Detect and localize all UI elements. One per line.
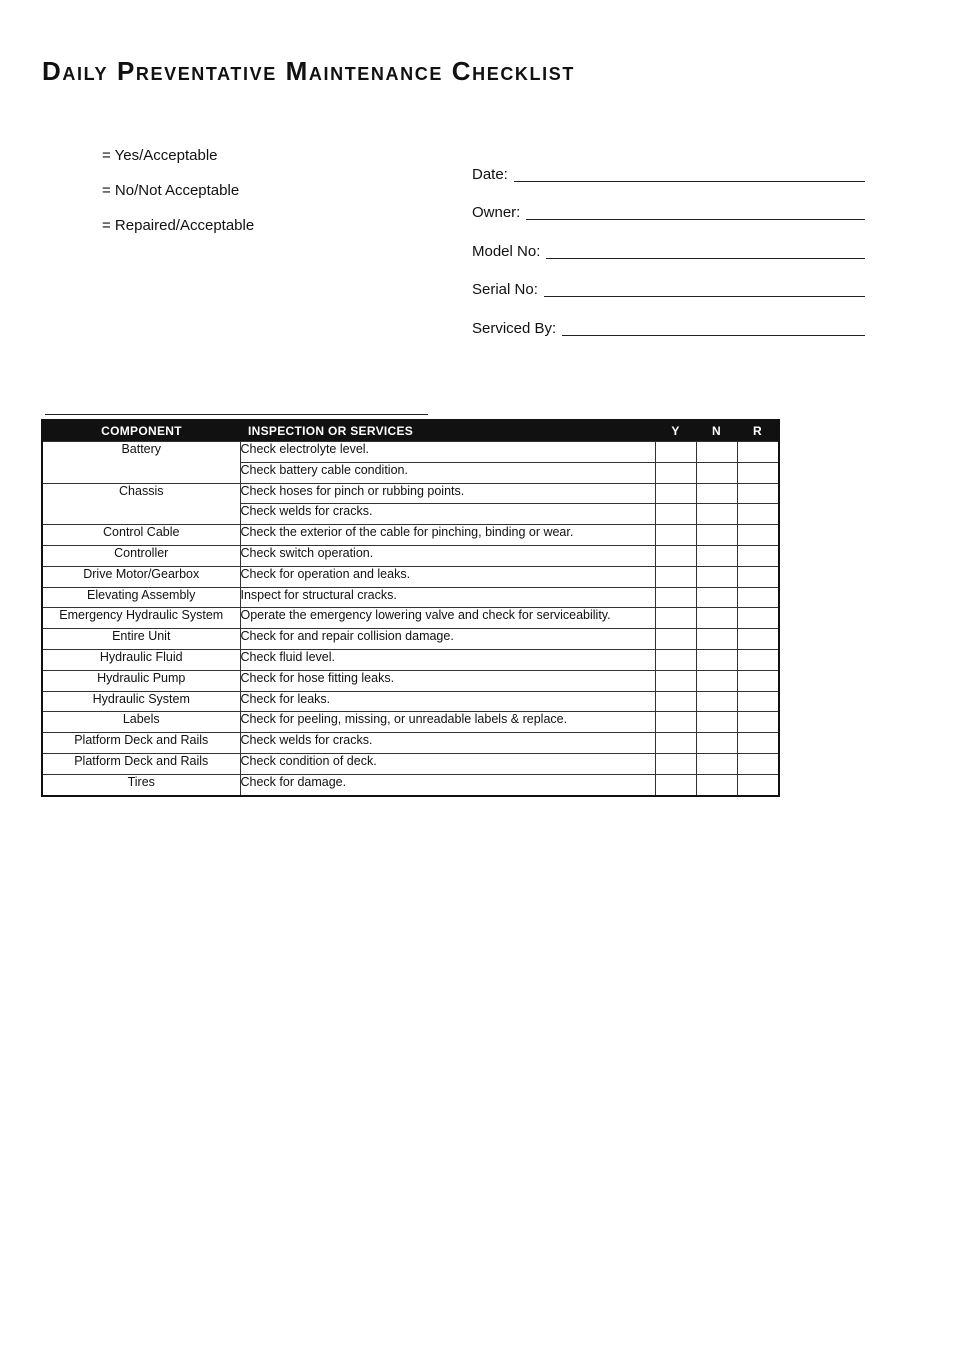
inspection-cell: Check welds for cracks. <box>240 504 655 525</box>
inspection-cell: Check welds for cracks. <box>240 733 655 754</box>
check-cell-y[interactable] <box>655 504 696 525</box>
serviced-by-field[interactable] <box>472 300 865 339</box>
component-cell: Platform Deck and Rails <box>42 733 240 754</box>
check-cell-y[interactable] <box>655 525 696 546</box>
table-row <box>42 691 779 712</box>
check-cell-n[interactable] <box>696 566 737 587</box>
check-cell-y[interactable] <box>655 629 696 650</box>
check-cell-n[interactable] <box>696 649 737 670</box>
check-cell-y[interactable] <box>655 608 696 629</box>
check-cell-r[interactable] <box>737 525 779 546</box>
inspection-cell: Check for hose fitting leaks. <box>240 670 655 691</box>
table-row <box>42 587 779 608</box>
inspection-cell: Check for and repair collision damage. <box>240 629 655 650</box>
legend-no: = No/Not Acceptable <box>102 182 240 199</box>
table-row <box>42 545 779 566</box>
inspection-cell: Check electrolyte level. <box>240 442 655 463</box>
owner-line[interactable] <box>526 201 865 220</box>
check-cell-r[interactable] <box>737 774 779 795</box>
inspection-cell: Check battery cable condition. <box>240 462 655 483</box>
check-cell-r[interactable] <box>737 712 779 733</box>
check-cell-n[interactable] <box>696 504 737 525</box>
check-cell-y[interactable] <box>655 483 696 504</box>
header-inspection: INSPECTION OR SERVICES <box>240 420 655 442</box>
model-no-line[interactable] <box>546 240 865 259</box>
owner-field[interactable] <box>472 185 865 224</box>
table-header-row <box>42 420 779 442</box>
check-cell-r[interactable] <box>737 649 779 670</box>
component-cell: Battery <box>42 442 240 484</box>
table-row <box>42 733 779 754</box>
inspection-cell: Check fluid level. <box>240 649 655 670</box>
component-cell: Labels <box>42 712 240 733</box>
component-cell: Platform Deck and Rails <box>42 753 240 774</box>
inspection-cell: Check for peeling, missing, or unreadable labels & replace. <box>240 712 655 733</box>
check-cell-r[interactable] <box>737 670 779 691</box>
inspection-cell: Check for operation and leaks. <box>240 566 655 587</box>
table-row <box>42 712 779 733</box>
table-row <box>42 774 779 795</box>
check-cell-r[interactable] <box>737 462 779 483</box>
check-cell-n[interactable] <box>696 525 737 546</box>
table-row <box>42 442 779 463</box>
check-cell-n[interactable] <box>696 629 737 650</box>
check-cell-n[interactable] <box>696 545 737 566</box>
header-component: COMPONENT <box>42 420 240 442</box>
check-cell-r[interactable] <box>737 483 779 504</box>
check-cell-r[interactable] <box>737 587 779 608</box>
check-cell-n[interactable] <box>696 774 737 795</box>
serviced-by-label: Serviced By: <box>472 319 557 337</box>
check-cell-y[interactable] <box>655 587 696 608</box>
model-no-field[interactable] <box>472 223 865 262</box>
check-cell-n[interactable] <box>696 753 737 774</box>
serial-no-field[interactable] <box>472 262 865 301</box>
table-row <box>42 649 779 670</box>
date-line[interactable] <box>514 163 865 182</box>
table-row <box>42 753 779 774</box>
table-row <box>42 608 779 629</box>
component-cell: Elevating Assembly <box>42 587 240 608</box>
component-cell: Chassis <box>42 483 240 525</box>
check-cell-y[interactable] <box>655 545 696 566</box>
inspection-cell: Inspect for structural cracks. <box>240 587 655 608</box>
check-cell-n[interactable] <box>696 670 737 691</box>
model-no-label: Model No: <box>472 242 541 260</box>
check-cell-r[interactable] <box>737 733 779 754</box>
component-cell: Control Cable <box>42 525 240 546</box>
date-field[interactable] <box>472 146 865 185</box>
check-cell-y[interactable] <box>655 566 696 587</box>
serviced-by-line[interactable] <box>562 317 865 336</box>
check-cell-y[interactable] <box>655 649 696 670</box>
component-cell: Emergency Hydraulic System <box>42 608 240 629</box>
check-cell-r[interactable] <box>737 545 779 566</box>
owner-label: Owner: <box>472 204 521 222</box>
date-label: Date: <box>472 165 508 183</box>
serial-no-line[interactable] <box>544 278 865 297</box>
checklist-table <box>41 419 780 797</box>
table-row <box>42 670 779 691</box>
header-y: Y <box>655 420 696 442</box>
check-cell-y[interactable] <box>655 462 696 483</box>
component-cell: Hydraulic System <box>42 691 240 712</box>
check-cell-n[interactable] <box>696 712 737 733</box>
divider-line <box>45 414 428 415</box>
inspection-cell: Check for damage. <box>240 774 655 795</box>
check-cell-y[interactable] <box>655 691 696 712</box>
check-cell-r[interactable] <box>737 753 779 774</box>
component-cell: Entire Unit <box>42 629 240 650</box>
check-cell-y[interactable] <box>655 712 696 733</box>
check-cell-r[interactable] <box>737 608 779 629</box>
check-cell-y[interactable] <box>655 442 696 463</box>
check-cell-r[interactable] <box>737 442 779 463</box>
inspection-cell: Check the exterior of the cable for pinching, binding or wear. <box>240 525 655 546</box>
page-title: Daily Preventative Maintenance Checklist <box>42 56 575 86</box>
inspection-cell: Check condition of deck. <box>240 753 655 774</box>
check-cell-n[interactable] <box>696 462 737 483</box>
checklist-body <box>42 442 779 796</box>
check-cell-y[interactable] <box>655 753 696 774</box>
header-n: N <box>696 420 737 442</box>
component-cell: Tires <box>42 774 240 795</box>
check-cell-n[interactable] <box>696 691 737 712</box>
component-cell: Hydraulic Pump <box>42 670 240 691</box>
check-cell-y[interactable] <box>655 733 696 754</box>
info-fields <box>472 146 865 339</box>
inspection-cell: Check switch operation. <box>240 545 655 566</box>
legend-repaired: = Repaired/Acceptable <box>102 217 255 234</box>
table-row <box>42 566 779 587</box>
check-cell-n[interactable] <box>696 483 737 504</box>
table-row <box>42 483 779 504</box>
check-cell-n[interactable] <box>696 587 737 608</box>
legend <box>102 146 254 251</box>
inspection-cell: Operate the emergency lowering valve and check for serviceability. <box>240 608 655 629</box>
check-cell-n[interactable] <box>696 442 737 463</box>
table-row <box>42 525 779 546</box>
check-cell-r[interactable] <box>737 629 779 650</box>
component-cell: Drive Motor/Gearbox <box>42 566 240 587</box>
legend-yes: = Yes/Acceptable <box>102 147 218 164</box>
check-cell-y[interactable] <box>655 774 696 795</box>
inspection-cell: Check hoses for pinch or rubbing points. <box>240 483 655 504</box>
check-cell-n[interactable] <box>696 608 737 629</box>
table-row <box>42 629 779 650</box>
serial-no-label: Serial No: <box>472 281 538 299</box>
check-cell-r[interactable] <box>737 691 779 712</box>
check-cell-r[interactable] <box>737 566 779 587</box>
component-cell: Controller <box>42 545 240 566</box>
component-cell: Hydraulic Fluid <box>42 649 240 670</box>
check-cell-n[interactable] <box>696 733 737 754</box>
check-cell-y[interactable] <box>655 670 696 691</box>
inspection-cell: Check for leaks. <box>240 691 655 712</box>
check-cell-r[interactable] <box>737 504 779 525</box>
header-r: R <box>737 420 779 442</box>
